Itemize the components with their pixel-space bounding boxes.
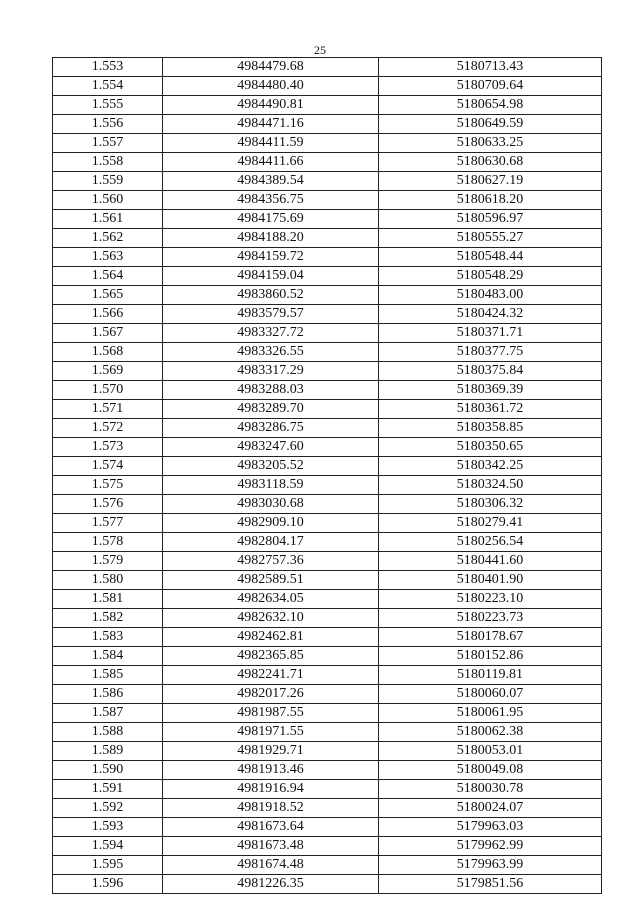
x-coordinate-cell: 4984480.40	[163, 77, 379, 96]
y-coordinate-cell: 5180618.20	[379, 191, 602, 210]
y-coordinate-cell: 5180424.32	[379, 305, 602, 324]
y-coordinate-cell: 5179962.99	[379, 837, 602, 856]
x-coordinate-cell: 4982462.81	[163, 628, 379, 647]
y-coordinate-cell: 5180350.65	[379, 438, 602, 457]
point-number-cell: 1.565	[53, 286, 163, 305]
y-coordinate-cell: 5180548.29	[379, 267, 602, 286]
x-coordinate-cell: 4983288.03	[163, 381, 379, 400]
table-row	[53, 267, 602, 286]
point-number-cell: 1.591	[53, 780, 163, 799]
y-coordinate-cell: 5180371.71	[379, 324, 602, 343]
x-coordinate-cell: 4983030.68	[163, 495, 379, 514]
y-coordinate-cell: 5180654.98	[379, 96, 602, 115]
table-row	[53, 818, 602, 837]
point-number-cell: 1.579	[53, 552, 163, 571]
y-coordinate-cell: 5180361.72	[379, 400, 602, 419]
x-coordinate-cell: 4982241.71	[163, 666, 379, 685]
table-row	[53, 514, 602, 533]
point-number-cell: 1.585	[53, 666, 163, 685]
x-coordinate-cell: 4981987.55	[163, 704, 379, 723]
y-coordinate-cell: 5180401.90	[379, 571, 602, 590]
y-coordinate-cell: 5180024.07	[379, 799, 602, 818]
y-coordinate-cell: 5180709.64	[379, 77, 602, 96]
table-row	[53, 761, 602, 780]
point-number-cell: 1.558	[53, 153, 163, 172]
y-coordinate-cell: 5180633.25	[379, 134, 602, 153]
point-number-cell: 1.580	[53, 571, 163, 590]
point-number-cell: 1.578	[53, 533, 163, 552]
point-number-cell: 1.590	[53, 761, 163, 780]
x-coordinate-cell: 4982017.26	[163, 685, 379, 704]
x-coordinate-cell: 4984188.20	[163, 229, 379, 248]
y-coordinate-cell: 5180178.67	[379, 628, 602, 647]
table-row	[53, 381, 602, 400]
x-coordinate-cell: 4984389.54	[163, 172, 379, 191]
table-row	[53, 58, 602, 77]
x-coordinate-cell: 4984411.66	[163, 153, 379, 172]
table-row	[53, 362, 602, 381]
point-number-cell: 1.587	[53, 704, 163, 723]
table-row	[53, 172, 602, 191]
point-number-cell: 1.569	[53, 362, 163, 381]
table-row	[53, 96, 602, 115]
point-number-cell: 1.553	[53, 58, 163, 77]
y-coordinate-cell: 5180062.38	[379, 723, 602, 742]
point-number-cell: 1.571	[53, 400, 163, 419]
x-coordinate-cell: 4981673.48	[163, 837, 379, 856]
table-row	[53, 134, 602, 153]
y-coordinate-cell: 5180119.81	[379, 666, 602, 685]
y-coordinate-cell: 5179851.56	[379, 875, 602, 894]
y-coordinate-cell: 5180441.60	[379, 552, 602, 571]
y-coordinate-cell: 5180342.25	[379, 457, 602, 476]
x-coordinate-cell: 4981971.55	[163, 723, 379, 742]
y-coordinate-cell: 5180627.19	[379, 172, 602, 191]
x-coordinate-cell: 4984175.69	[163, 210, 379, 229]
x-coordinate-cell: 4983317.29	[163, 362, 379, 381]
y-coordinate-cell: 5180596.97	[379, 210, 602, 229]
x-coordinate-cell: 4984479.68	[163, 58, 379, 77]
y-coordinate-cell: 5180630.68	[379, 153, 602, 172]
x-coordinate-cell: 4983289.70	[163, 400, 379, 419]
point-number-cell: 1.588	[53, 723, 163, 742]
table-row	[53, 742, 602, 761]
point-number-cell: 1.566	[53, 305, 163, 324]
table-row	[53, 419, 602, 438]
y-coordinate-cell: 5179963.99	[379, 856, 602, 875]
table-row	[53, 647, 602, 666]
point-number-cell: 1.560	[53, 191, 163, 210]
y-coordinate-cell: 5180369.39	[379, 381, 602, 400]
x-coordinate-cell: 4983247.60	[163, 438, 379, 457]
point-number-cell: 1.596	[53, 875, 163, 894]
table-row	[53, 495, 602, 514]
x-coordinate-cell: 4983118.59	[163, 476, 379, 495]
table-row	[53, 324, 602, 343]
y-coordinate-cell: 5180649.59	[379, 115, 602, 134]
y-coordinate-cell: 5180358.85	[379, 419, 602, 438]
table-row	[53, 552, 602, 571]
y-coordinate-cell: 5180377.75	[379, 343, 602, 362]
table-row	[53, 153, 602, 172]
point-number-cell: 1.572	[53, 419, 163, 438]
table-row	[53, 457, 602, 476]
x-coordinate-cell: 4983205.52	[163, 457, 379, 476]
y-coordinate-cell: 5180375.84	[379, 362, 602, 381]
point-number-cell: 1.595	[53, 856, 163, 875]
y-coordinate-cell: 5180049.08	[379, 761, 602, 780]
table-row	[53, 533, 602, 552]
y-coordinate-cell: 5180060.07	[379, 685, 602, 704]
point-number-cell: 1.564	[53, 267, 163, 286]
y-coordinate-cell: 5180256.54	[379, 533, 602, 552]
x-coordinate-cell: 4981929.71	[163, 742, 379, 761]
x-coordinate-cell: 4981918.52	[163, 799, 379, 818]
coordinates-table-body	[53, 58, 602, 894]
point-number-cell: 1.592	[53, 799, 163, 818]
table-row	[53, 210, 602, 229]
x-coordinate-cell: 4983579.57	[163, 305, 379, 324]
point-number-cell: 1.555	[53, 96, 163, 115]
y-coordinate-cell: 5180053.01	[379, 742, 602, 761]
x-coordinate-cell: 4981226.35	[163, 875, 379, 894]
point-number-cell: 1.559	[53, 172, 163, 191]
table-row	[53, 685, 602, 704]
point-number-cell: 1.594	[53, 837, 163, 856]
y-coordinate-cell: 5180061.95	[379, 704, 602, 723]
x-coordinate-cell: 4982804.17	[163, 533, 379, 552]
x-coordinate-cell: 4983327.72	[163, 324, 379, 343]
y-coordinate-cell: 5180223.10	[379, 590, 602, 609]
y-coordinate-cell: 5180713.43	[379, 58, 602, 77]
x-coordinate-cell: 4981674.48	[163, 856, 379, 875]
y-coordinate-cell: 5180152.86	[379, 647, 602, 666]
table-row	[53, 476, 602, 495]
table-row	[53, 115, 602, 134]
table-row	[53, 666, 602, 685]
x-coordinate-cell: 4982632.10	[163, 609, 379, 628]
point-number-cell: 1.556	[53, 115, 163, 134]
point-number-cell: 1.562	[53, 229, 163, 248]
table-row	[53, 780, 602, 799]
point-number-cell: 1.567	[53, 324, 163, 343]
table-row	[53, 704, 602, 723]
x-coordinate-cell: 4982909.10	[163, 514, 379, 533]
y-coordinate-cell: 5180279.41	[379, 514, 602, 533]
y-coordinate-cell: 5180548.44	[379, 248, 602, 267]
point-number-cell: 1.557	[53, 134, 163, 153]
x-coordinate-cell: 4984356.75	[163, 191, 379, 210]
table-row	[53, 571, 602, 590]
table-row	[53, 343, 602, 362]
point-number-cell: 1.576	[53, 495, 163, 514]
table-row	[53, 723, 602, 742]
x-coordinate-cell: 4984159.72	[163, 248, 379, 267]
table-row	[53, 856, 602, 875]
table-row	[53, 191, 602, 210]
y-coordinate-cell: 5180223.73	[379, 609, 602, 628]
y-coordinate-cell: 5180483.00	[379, 286, 602, 305]
table-row	[53, 590, 602, 609]
y-coordinate-cell: 5180306.32	[379, 495, 602, 514]
point-number-cell: 1.573	[53, 438, 163, 457]
point-number-cell: 1.563	[53, 248, 163, 267]
point-number-cell: 1.584	[53, 647, 163, 666]
y-coordinate-cell: 5180555.27	[379, 229, 602, 248]
point-number-cell: 1.574	[53, 457, 163, 476]
page-number: 25	[314, 43, 326, 57]
point-number-cell: 1.581	[53, 590, 163, 609]
x-coordinate-cell: 4982634.05	[163, 590, 379, 609]
x-coordinate-cell: 4982589.51	[163, 571, 379, 590]
point-number-cell: 1.586	[53, 685, 163, 704]
x-coordinate-cell: 4981913.46	[163, 761, 379, 780]
point-number-cell: 1.589	[53, 742, 163, 761]
table-row	[53, 628, 602, 647]
point-number-cell: 1.554	[53, 77, 163, 96]
point-number-cell: 1.568	[53, 343, 163, 362]
table-row	[53, 229, 602, 248]
point-number-cell: 1.561	[53, 210, 163, 229]
point-number-cell: 1.583	[53, 628, 163, 647]
x-coordinate-cell: 4984411.59	[163, 134, 379, 153]
table-row	[53, 875, 602, 894]
x-coordinate-cell: 4982757.36	[163, 552, 379, 571]
x-coordinate-cell: 4984159.04	[163, 267, 379, 286]
table-row	[53, 286, 602, 305]
y-coordinate-cell: 5180324.50	[379, 476, 602, 495]
x-coordinate-cell: 4984490.81	[163, 96, 379, 115]
point-number-cell: 1.575	[53, 476, 163, 495]
x-coordinate-cell: 4983860.52	[163, 286, 379, 305]
x-coordinate-cell: 4984471.16	[163, 115, 379, 134]
point-number-cell: 1.582	[53, 609, 163, 628]
x-coordinate-cell: 4981916.94	[163, 780, 379, 799]
table-row	[53, 438, 602, 457]
coordinates-table	[52, 57, 602, 894]
x-coordinate-cell: 4982365.85	[163, 647, 379, 666]
point-number-cell: 1.593	[53, 818, 163, 837]
table-row	[53, 77, 602, 96]
table-row	[53, 837, 602, 856]
point-number-cell: 1.577	[53, 514, 163, 533]
y-coordinate-cell: 5180030.78	[379, 780, 602, 799]
table-row	[53, 305, 602, 324]
table-row	[53, 609, 602, 628]
table-row	[53, 248, 602, 267]
y-coordinate-cell: 5179963.03	[379, 818, 602, 837]
table-row	[53, 400, 602, 419]
table-row	[53, 799, 602, 818]
x-coordinate-cell: 4983326.55	[163, 343, 379, 362]
x-coordinate-cell: 4981673.64	[163, 818, 379, 837]
x-coordinate-cell: 4983286.75	[163, 419, 379, 438]
point-number-cell: 1.570	[53, 381, 163, 400]
